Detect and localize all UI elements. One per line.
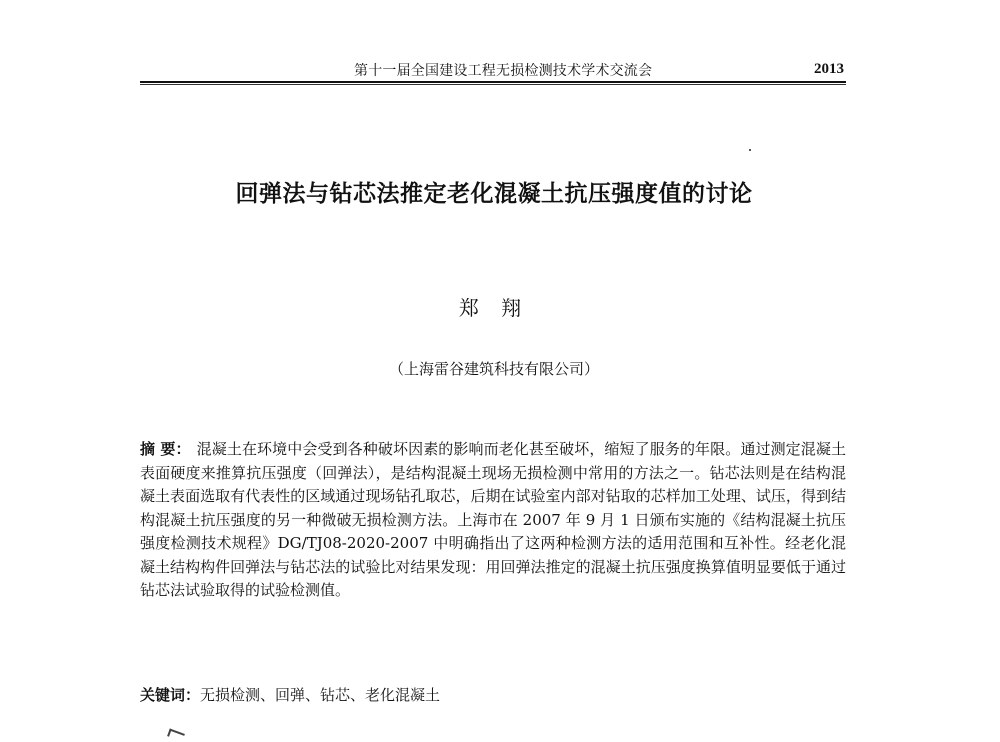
author-name: 郑 翔	[458, 296, 530, 320]
abstract-paragraph	[140, 438, 846, 603]
keywords-line	[140, 684, 846, 705]
keywords-text: 无损检测、回弹、钻芯、老化混凝土	[200, 686, 441, 704]
header-rule-thin	[140, 84, 846, 85]
header-rule-thick	[140, 81, 846, 83]
keywords-label: 关键词：	[140, 686, 201, 704]
abstract-label: 摘 要：	[140, 440, 191, 458]
cut-off-mark	[167, 729, 185, 742]
conference-name: 第十一届全国建设工程无损检测技术学术交流会	[354, 63, 653, 79]
paper-title: 回弹法与钻芯法推定老化混凝土抗压强度值的讨论	[235, 181, 753, 207]
header-year: 2013	[814, 61, 844, 77]
running-header	[140, 58, 846, 82]
abstract-text: 混凝土在环境中会受到各种破坏因素的影响而老化甚至破坏，缩短了服务的年限。通过测定混凝土表面硬度来推算抗压强度（回弹法），是结构混凝土现场无损检测中常用的方法之一。钻芯法则是在结构混凝土表面选取有代表性的区域通过现场钻孔取芯，后期在试验室内部对钻取的芯样加工处理、试压，得到结构混凝土抗压强度的另一种微破无损检测方法。上海市在 2007 年 9 月 1 日颁布实施的《结构混凝土抗压强度检测技术规程》DG/TJ08-2020-2007 中明确指出了这两种检测方法的适用范围和互补性。经老化混凝土结构构件回弹法与钻芯法的试验比对结果发现：用回弹法推定的混凝土抗压强度换算值明显要低于通过钻芯法试验取得的试验检测值。	[140, 440, 846, 599]
scan-speck	[749, 149, 751, 151]
author-affiliation: （上海雷谷建筑科技有限公司）	[388, 360, 599, 378]
